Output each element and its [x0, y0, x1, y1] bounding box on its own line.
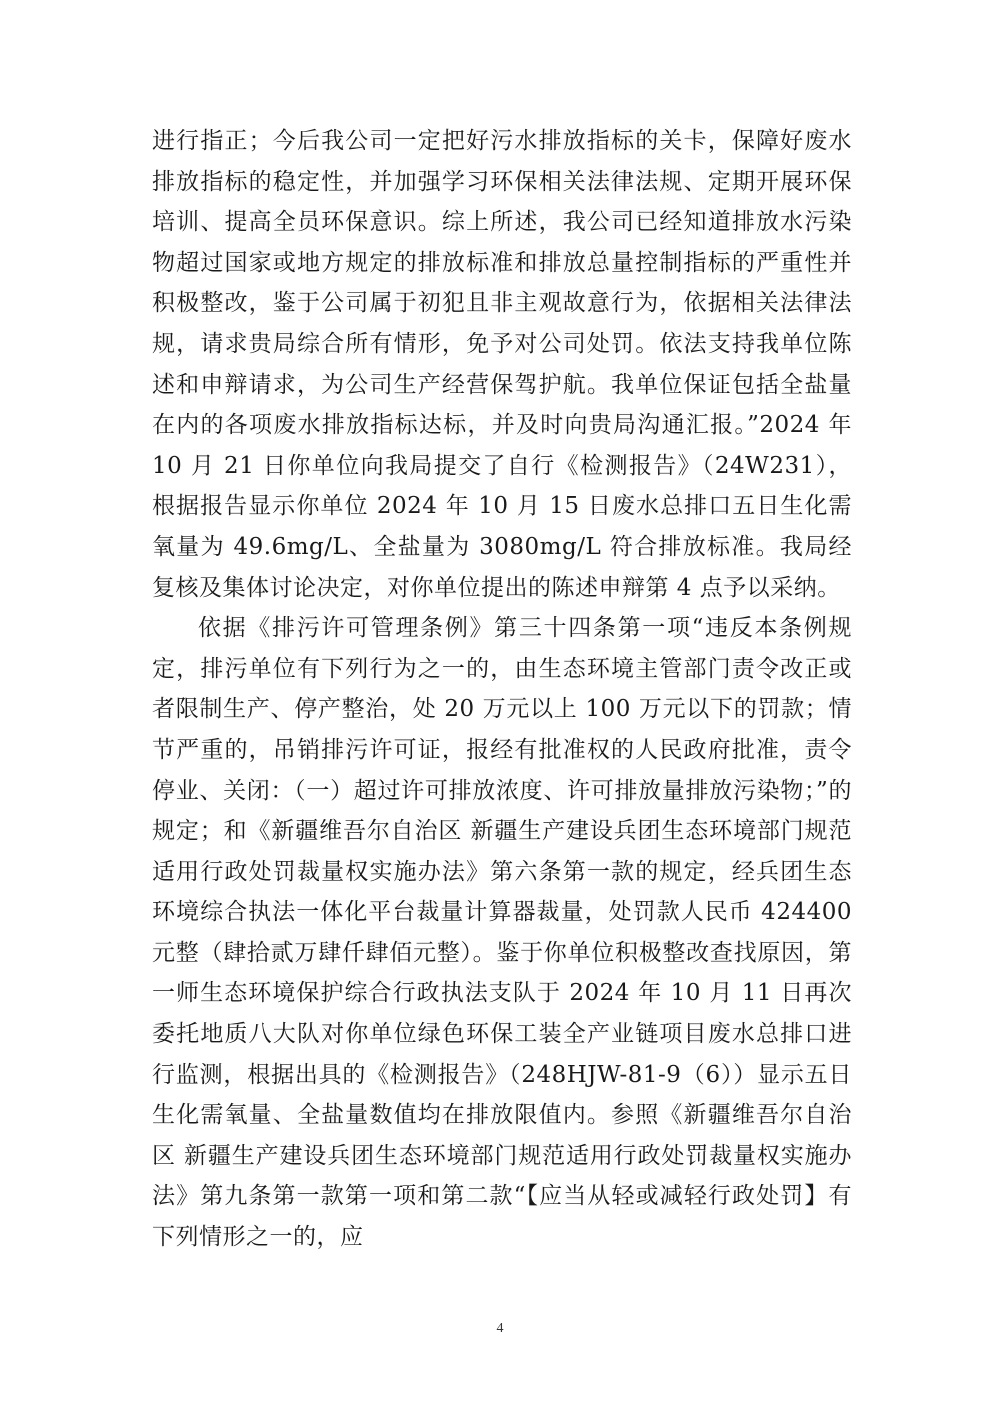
page-number: 4: [496, 1321, 504, 1336]
paragraph-legal-basis: 依据《排污许可管理条例》第三十四条第一项“违反本条例规定，排污单位有下列行为之一的，由生态环境主管部门责令改正或者限制生产、停产整治，处 20 万元以上 100 万元以下的罚款；情节严重的，吊销排污许可证，报经有批准权的人民政府批准，责令停业、关闭：（一）超过许可排放浓度、许可排放量排放污染物；”的规定；和《新疆维吾尔自治区 新疆生产建设兵团生态环境部门规范适用行政处罚裁量权实施办法》第六条第一款的规定，经兵团生态环境综合执法一体化平台裁量计算器裁量，处罚款人民币 424400 元整（肆拾贰万肆仟肆佰元整）。鉴于你单位积极整改查找原因，第一师生态环境保护综合行政执法支队于 2024 年 10 月 11 日再次委托地质八大队对你单位绿色环保工装全产业链项目废水总排口进行监测，根据出具的《检测报告》（248HJW-81-9（6））显示五日生化需氧量、全盐量数值均在排放限值内。参照《新疆维吾尔自治区 新疆生产建设兵团生态环境部门规范适用行政处罚裁量权实施办法》第九条第一款第一项和第二款“【应当从轻或减轻行政处罚】有下列情形之一的，应: [152, 615, 852, 1251]
body-text: [152, 121, 852, 1258]
paragraph-statement-continuation: 进行指正；今后我公司一定把好污水排放指标的关卡，保障好废水排放指标的稳定性，并加强学习环保相关法律法规、定期开展环保培训、提高全员环保意识。综上所述，我公司已经知道排放水污染物超过国家或地方规定的排放标准和排放总量控制指标的严重性并积极整改，鉴于公司属于初犯且非主观故意行为，依据相关法律法规，请求贵局综合所有情形，免予对公司处罚。依法支持我单位陈述和申辩请求，为公司生产经营保驾护航。我单位保证包括全盐量在内的各项废水排放指标达标，并及时向贵局沟通汇报。”2024 年 10 月 21 日你单位向我局提交了自行《检测报告》（24W231），根据报告显示你单位 2024 年 10 月 15 日废水总排口五日生化需氧量为 49.6mg/L、全盐量为 3080mg/L 符合排放标准。我局经复核及集体讨论决定，对你单位提出的陈述申辩第 4 点予以采纳。: [152, 128, 852, 601]
